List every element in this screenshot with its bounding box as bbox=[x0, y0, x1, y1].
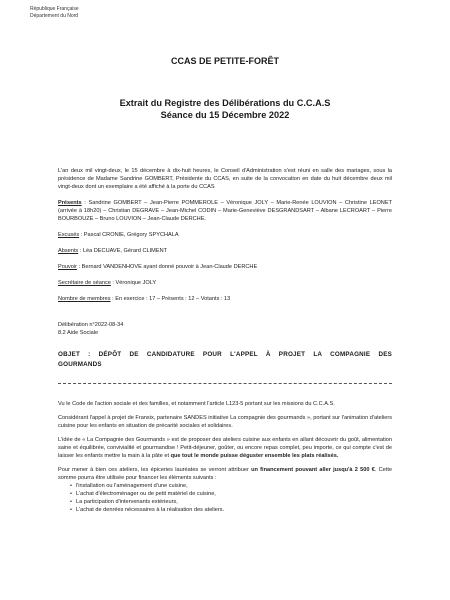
secretaire-block bbox=[58, 279, 392, 287]
extract-title: Extrait du Registre des Délibérations du C.C.A.S bbox=[119, 98, 331, 108]
header-department: Département du Nord bbox=[30, 13, 79, 19]
header-republic: République Française bbox=[30, 6, 79, 12]
body-paragraph-3-text: L'idée de « La Compagnie des Gourmands » est de proposer des ateliers cuisine aux enfants en allant découvrir du goût, alimentation saine et équilibrée, convivialité et gourmandise ! Petit-déjeuner, goûter, ou encore repas complet, peu importe, ce qui compte c'est de laisser les enfants mettre la main à la pâte et bbox=[58, 437, 392, 459]
body-paragraph-1: Vu le Code de l'action sociale et des familles, et notamment l'article L123-5 portant sur les missions du C.C.A.S. bbox=[58, 401, 335, 407]
list-item: • L'achat de denrées nécessaires à la réalisation des ateliers. bbox=[70, 506, 392, 514]
presents-block bbox=[58, 199, 392, 223]
funding-items-list bbox=[58, 482, 392, 514]
secretaire-text: : Véronique JOLY bbox=[110, 280, 157, 286]
membres-label: Nombre de membres bbox=[58, 296, 111, 302]
deliberation-subject: 8.2 Aide Sociale bbox=[58, 330, 99, 336]
body-paragraph-4-text: Pour mener à bien ces ateliers, les épiceries lauréates se verront attribuer bbox=[58, 467, 252, 473]
membres-block bbox=[58, 295, 392, 303]
excuses-label: Excusés bbox=[58, 232, 80, 238]
objet-title: OBJET : DÉPÔT DE CANDIDATURE POUR L'APPEL À PROJET LA COMPAGNIE DES GOURMANDS bbox=[58, 351, 392, 368]
absents-text: : Léa DECUAVE, Gérard CLIMENT bbox=[78, 248, 168, 254]
intro-paragraph: L'an deux mil vingt-deux, le 15 décembre à dix-huit heures, le Conseil d'Administration s'est réuni en salle des mariages, sous la présidence de Madame Sandrine GOMBERT, Présidente du CCAS, en suite de la convocation en date du huit décembre deux mil vingt-deux dont un exemplaire a été affiché à la porte du CCAS bbox=[58, 168, 392, 190]
pouvoir-label: Pouvoir bbox=[58, 264, 77, 270]
extract-title-block bbox=[58, 97, 392, 121]
excuses-text: : Pascal CRONIE, Grégory SPYCHALA bbox=[79, 232, 179, 238]
body-paragraph-3 bbox=[58, 436, 392, 460]
session-title: Séance du 15 Décembre 2022 bbox=[160, 110, 290, 120]
absents-block bbox=[58, 247, 392, 255]
absents-label: Absents bbox=[58, 248, 79, 254]
body-paragraph-4-tail: . Cette somme pourra être utilisée pour financer les éléments suivants : bbox=[58, 467, 392, 481]
membres-text: : En exercice : 17 – Présents : 12 – Votants : 13 bbox=[110, 296, 231, 302]
pouvoir-block bbox=[58, 263, 392, 271]
deliberation-number: Délibération n°2022-08-34 bbox=[58, 322, 124, 328]
org-title: CCAS DE PETITE-FORÊT bbox=[170, 56, 279, 66]
body-paragraph-2: Considérant l'appel à projet de Fransix, partenaire SANDES initiative La compagnie des gourmands », portant sur l'animation d'ateliers cuisine pour les enfants en situation de précarité sociales et solidaires. bbox=[58, 415, 392, 429]
presents-label: Présents bbox=[58, 200, 82, 206]
list-item: • l'installation ou l'aménagement d'une cuisine, bbox=[70, 482, 392, 490]
body-paragraph-4 bbox=[58, 466, 392, 482]
presents-text: : Sandrine GOMBERT – Jean-Pierre POMMEROLE – Véronique JOLY – Marie-Renée LOUVION – Christine LEONET (arrivée à 18h20) – Christian DEGRAVE – Jean-Michel CODIN – Marie-Geneviève DESGRANDSART – Albane LECROART – Pierre BOURBOUZE – Bruno LOUVION – Jean-Claude DERCHE. bbox=[58, 200, 392, 222]
separator-rule bbox=[58, 383, 392, 384]
list-item: • L'achat d'électroménager ou de petit matériel de cuisine, bbox=[70, 490, 392, 498]
document-header bbox=[30, 6, 79, 20]
body-paragraph-4-emphasis: un financement pouvant aller jusqu'à 2 500 € bbox=[251, 467, 375, 473]
body-paragraph-3-emphasis: que tout le monde puisse déguster ensemble les plats réalisés. bbox=[170, 453, 339, 459]
pouvoir-text: : Bernard VANDENHOVE ayant donné pouvoir à Jean-Claude DERCHE bbox=[76, 264, 258, 270]
secretaire-label: Secrétaire de séance bbox=[58, 280, 111, 286]
excuses-block bbox=[58, 231, 392, 239]
list-item: • La participation d'intervenants extérieurs, bbox=[70, 498, 392, 506]
deliberation-block bbox=[58, 321, 392, 337]
